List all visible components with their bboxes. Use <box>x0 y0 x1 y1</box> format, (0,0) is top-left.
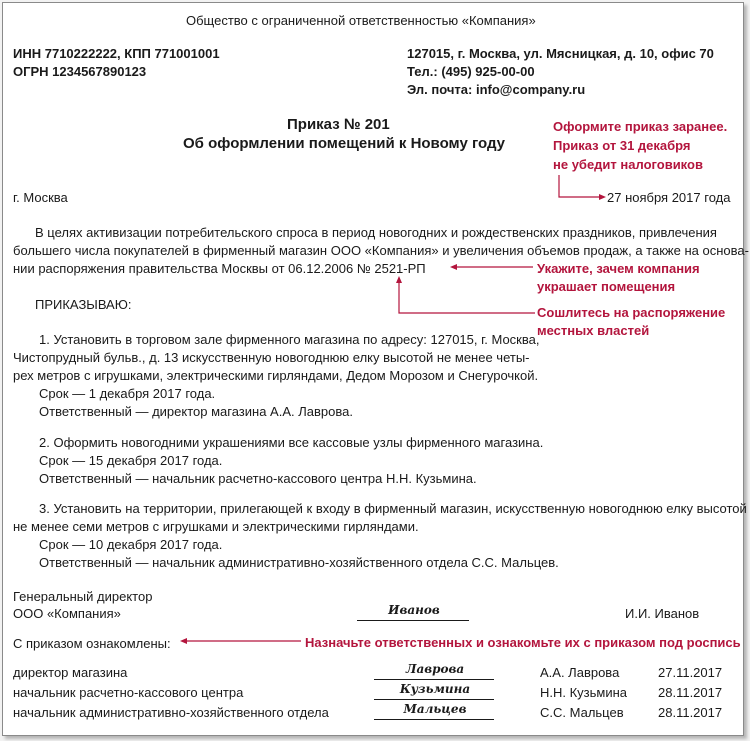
item2-line-2: Срок — 15 декабря 2017 года. <box>39 453 223 468</box>
item3-line-3: Срок — 10 декабря 2017 года. <box>39 537 223 552</box>
acq-name-1: А.А. Лаврова <box>540 665 620 680</box>
authority-note-line-2: местных властей <box>537 323 650 338</box>
acq-position-2: начальник расчетно-кассового центра <box>13 685 244 700</box>
order-word: ПРИКАЗЫВАЮ: <box>35 297 132 312</box>
order-city: г. Москва <box>13 190 68 205</box>
director-signature: Иванов <box>388 603 440 617</box>
item1-line-5: Ответственный — директор магазина А.А. Лаврова. <box>39 404 353 419</box>
item1-line-1: 1. Установить в торговом зале фирменного магазина по адресу: 127015, г. Москва, <box>39 332 540 347</box>
item3-line-4: Ответственный — начальник административно-хозяйственного отдела С.С. Мальцев. <box>39 555 559 570</box>
reason-note-line-2: украшает помещения <box>537 279 676 294</box>
order-subject: Об оформлении помещений к Новому году <box>183 135 506 152</box>
acq-position-1: директор магазина <box>13 665 128 680</box>
item1-line-4: Срок — 1 декабря 2017 года. <box>39 386 216 401</box>
company-address: 127015, г. Москва, ул. Мясницкая, д. 10, офис 70 <box>407 46 714 61</box>
director-company: ООО «Компания» <box>13 606 121 621</box>
acq-signature-2: Кузьмина <box>399 682 471 696</box>
order-date: 27 ноября 2017 года <box>607 190 731 205</box>
acq-date-2: 28.11.2017 <box>658 685 723 700</box>
authority-arrow-head <box>396 276 402 283</box>
inn-kpp: ИНН 7710222222, КПП 771001001 <box>13 46 220 61</box>
item2-line-1: 2. Оформить новогодними украшениями все кассовые узлы фирменного магазина. <box>39 435 544 450</box>
acq-signature-3: Мальцев <box>403 702 467 716</box>
company-name: Общество с ограниченной ответственностью «Компания» <box>186 13 536 28</box>
acq-position-3: начальник административно-хозяйственного отдела <box>13 705 329 720</box>
acq-date-3: 28.11.2017 <box>658 705 723 720</box>
annotation-arrows <box>3 3 743 735</box>
date-note-line-3: не убедит налоговиков <box>553 157 703 172</box>
document-page <box>2 2 749 736</box>
acq-signature-1: Лаврова <box>405 662 465 676</box>
item3-line-1: 3. Установить на территории, прилегающей к входу в фирменный магазин, искусственную новогоднюю елку высотой <box>39 501 747 516</box>
acq-name-3: С.С. Мальцев <box>540 705 624 720</box>
authority-arrow-line <box>399 279 535 313</box>
company-phone: Тел.: (495) 925-00-00 <box>407 64 535 79</box>
item1-line-2: Чистопрудный бульв., д. 13 искусственную новогоднюю елку высотой не менее четы- <box>13 350 530 365</box>
director-title: Генеральный директор <box>13 589 153 604</box>
intro-line-3: нии распоряжения правительства Москвы от 06.12.2006 № 2521-РП <box>13 261 426 276</box>
reason-arrow-head <box>450 264 457 270</box>
date-arrow-line <box>559 175 603 197</box>
acq-name-2: Н.Н. Кузьмина <box>540 685 628 700</box>
sign-note: Назначьте ответственных и ознакомьте их с приказом под роспись <box>305 635 741 650</box>
authority-note-line-1: Сошлитесь на распоряжение <box>537 305 726 320</box>
item2-line-3: Ответственный — начальник расчетно-кассового центра Н.Н. Кузьмина. <box>39 471 477 486</box>
intro-line-2: большего числа покупателей в фирменный магазин ООО «Компания» и увеличения объемов продаж, а также на основа- <box>13 243 749 258</box>
item3-line-2: не менее семи метров с игрушками и электрическими гирляндами. <box>13 519 419 534</box>
director-name: И.И. Иванов <box>625 606 700 621</box>
intro-line-1: В целях активизации потребительского спроса в период новогодних и рождественских праздников, привлечения <box>35 225 717 240</box>
ogrn: ОГРН 1234567890123 <box>13 64 147 79</box>
acq-date-1: 27.11.2017 <box>658 665 723 680</box>
sign-arrow-head <box>180 638 187 644</box>
item1-line-3: рех метров с игрушками, электрическими гирляндами, Дедом Морозом и Снегурочкой. <box>13 368 539 383</box>
reason-note-line-1: Укажите, зачем компания <box>537 261 700 276</box>
acquainted-label: С приказом ознакомлены: <box>13 636 171 651</box>
date-note-line-2: Приказ от 31 декабря <box>553 138 691 153</box>
date-arrow-head <box>599 194 606 200</box>
order-number: Приказ № 201 <box>287 116 390 133</box>
date-note-line-1: Оформите приказ заранее. <box>553 119 728 134</box>
company-email: Эл. почта: info@company.ru <box>407 82 586 97</box>
